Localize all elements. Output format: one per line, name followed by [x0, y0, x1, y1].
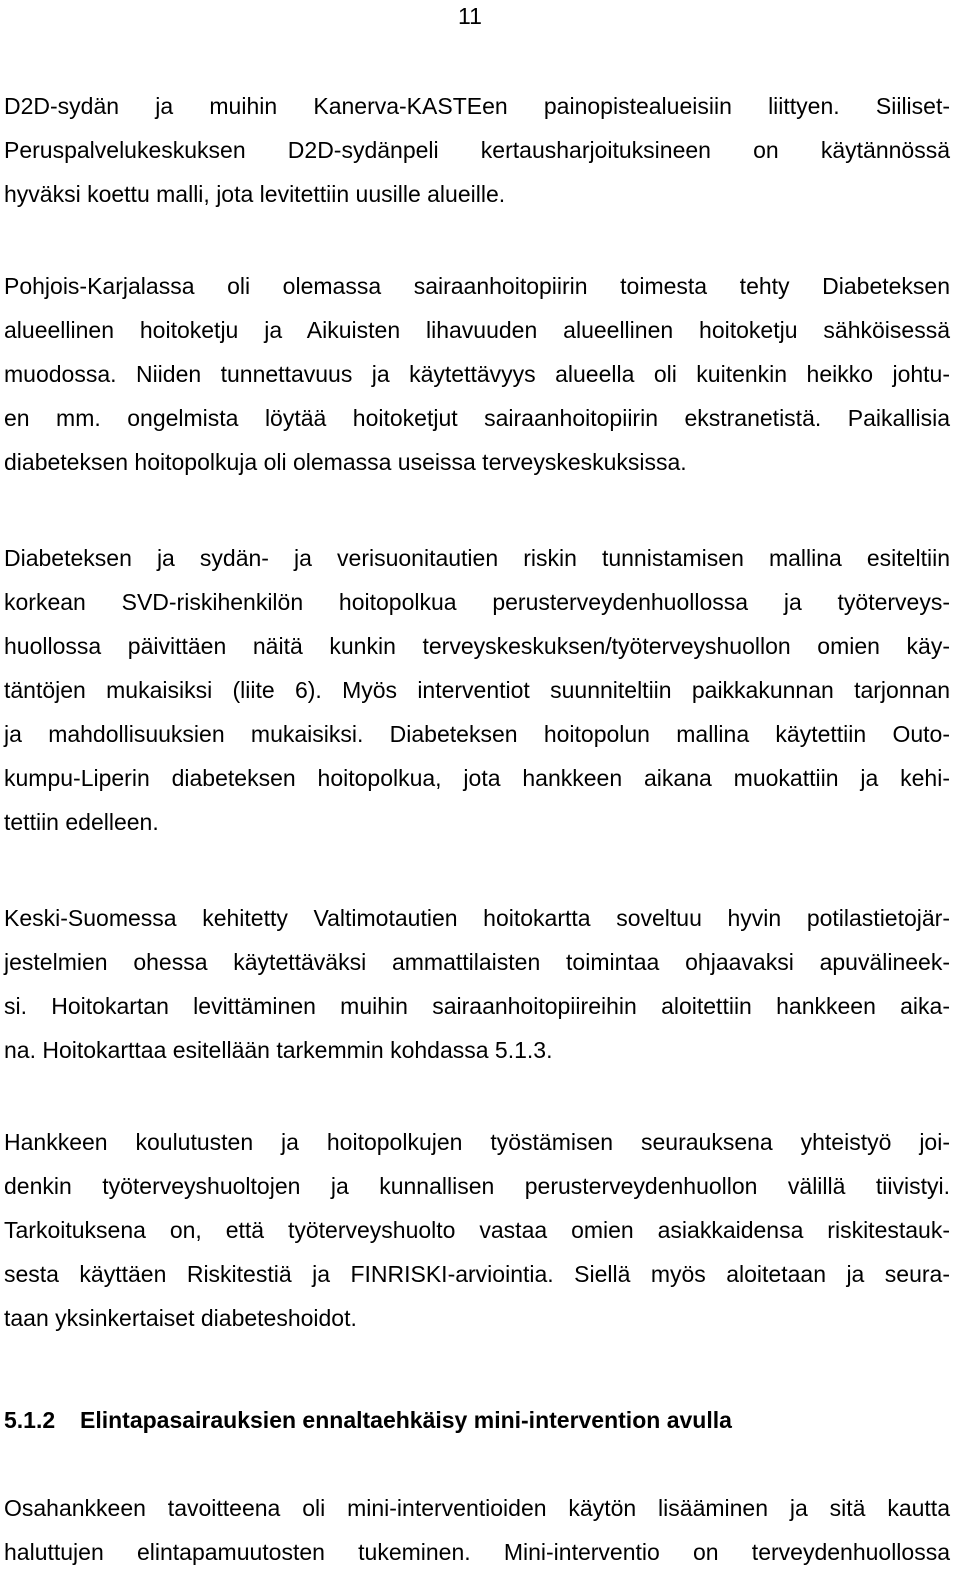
- section-title: Elintapasairauksien ennaltaehkäisy mini-intervention avulla: [80, 1407, 732, 1433]
- text-line: D2D-sydän ja muihin Kanerva-KASTEen painopistealueisiin liittyen. Siiliset-: [4, 93, 950, 119]
- text-line: na. Hoitokarttaa esitellään tarkemmin kohdassa 5.1.3.: [4, 1037, 553, 1063]
- text-line: Keski-Suomessa kehitetty Valtimotautien hoitokartta soveltuu hyvin potilastietojär-: [4, 905, 950, 931]
- text-line: Peruspalvelukeskuksen D2D-sydänpeli kertausharjoituksineen on käytännössä: [4, 137, 950, 163]
- page-number: 11: [458, 3, 482, 29]
- text-line: diabeteksen hoitopolkuja oli olemassa useissa terveyskeskuksissa.: [4, 449, 687, 475]
- text-line: Pohjois-Karjalassa oli olemassa sairaanhoitopiirin toimesta tehty Diabeteksen: [4, 273, 950, 299]
- section-heading: [4, 1398, 732, 1442]
- text-line: tettiin edelleen.: [4, 809, 159, 835]
- text-line: täntöjen mukaisiksi (liite 6). Myös interventiot suunniteltiin paikkakunnan tarjonnan: [4, 677, 950, 703]
- paragraph-d2d: [4, 84, 950, 216]
- text-line: Tarkoituksena on, että työterveyshuolto vastaa omien asiakkaidensa riskitestauk-: [4, 1217, 950, 1243]
- text-line: ja mahdollisuuksien mukaisiksi. Diabeteksen hoitopolun mallina käytettiin Outo-: [4, 721, 950, 747]
- text-line: Diabeteksen ja sydän- ja verisuonitautien riskin tunnistamisen mallina esiteltiin: [4, 545, 950, 571]
- text-line: Osahankkeen tavoitteena oli mini-interventioiden käytön lisääminen ja sitä kautta: [4, 1495, 950, 1521]
- text-line: en mm. ongelmista löytää hoitoketjut sairaanhoitopiirin ekstranetistä. Paikallisia: [4, 405, 950, 431]
- text-line: muodossa. Niiden tunnettavuus ja käytettävyys alueella oli kuitenkin heikko johtu-: [4, 361, 950, 387]
- section-number: 5.1.2: [4, 1407, 56, 1433]
- paragraph-mini-interventio: [4, 1486, 950, 1574]
- paragraph-keski-suomi: [4, 896, 950, 1072]
- text-line: jestelmien ohessa käytettäväksi ammattilaisten toimintaa ohjaavaksi apuvälineek-: [4, 949, 950, 975]
- text-line: denkin työterveyshuoltojen ja kunnallisen perusterveydenhuollon välillä tiivistyi.: [4, 1173, 950, 1199]
- text-line: alueellinen hoitoketju ja Aikuisten lihavuuden alueellinen hoitoketju sähköisessä: [4, 317, 950, 343]
- text-line: korkean SVD-riskihenkilön hoitopolkua perusterveydenhuollossa ja työterveys-: [4, 589, 950, 615]
- text-line: si. Hoitokartan levittäminen muihin sairaanhoitopiireihin aloitettiin hankkeen aika-: [4, 993, 950, 1019]
- paragraph-svd-risk: [4, 536, 950, 844]
- text-line: haluttujen elintapamuutosten tukeminen. Mini-interventio on terveydenhuollossa: [4, 1539, 950, 1565]
- paragraph-pohjois-karjala: [4, 264, 950, 484]
- text-line: huollossa päivittäen näitä kunkin terveyskeskuksen/työterveyshuollon omien käy-: [4, 633, 950, 659]
- paragraph-tyoterveys: [4, 1120, 950, 1340]
- text-line: kumpu-Liperin diabeteksen hoitopolkua, jota hankkeen aikana muokattiin ja kehi-: [4, 765, 950, 791]
- text-line: Hankkeen koulutusten ja hoitopolkujen työstämisen seurauksena yhteistyö joi-: [4, 1129, 950, 1155]
- text-line: sesta käyttäen Riskitestiä ja FINRISKI-arviointia. Siellä myös aloitetaan ja seura-: [4, 1261, 950, 1287]
- text-line: hyväksi koettu malli, jota levitettiin uusille alueille.: [4, 181, 506, 207]
- text-line: taan yksinkertaiset diabeteshoidot.: [4, 1305, 357, 1331]
